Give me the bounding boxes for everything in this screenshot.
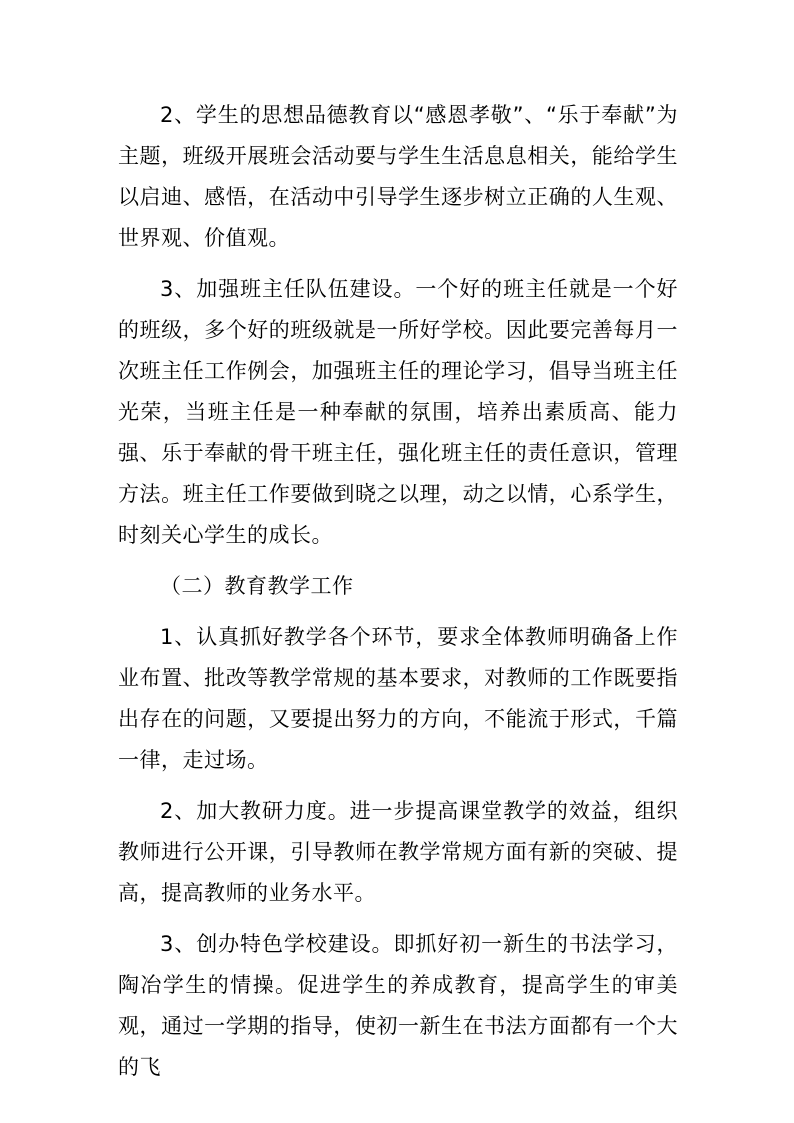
paragraph-head-teacher-team: 3、加强班主任队伍建设。一个好的班主任就是一个好的班级，多个好的班级就是一所好学校。因此要完善每月一次班主任工作例会，加强班主任的理论学习，倡导当班主任光荣，当班主任是一种奉献的氛围，培养出素质高、能力强、乐于奉献的骨干班主任，强化班主任的责任意识，管理方法。班主任工作要做到晓之以理，动之以情，心系学生，时刻关心学生的成长。 [118, 277, 678, 547]
document-body [118, 95, 678, 1098]
paragraph-special-school: 3、创办特色学校建设。即抓好初一新生的书法学习，陶冶学生的情操。促进学生的养成教育，提高学生的审美观，通过一学期的指导，使初一新生在书法方面都有一个大的飞 [118, 932, 678, 1079]
paragraph-teaching-steps: 1、认真抓好教学各个环节，要求全体教师明确备上作业布置、批改等教学常规的基本要求，对教师的工作既要指出存在的问题，又要提出努力的方向，不能流于形式，千篇一律，走过场。 [118, 625, 678, 772]
section-heading-teaching-work: （二）教育教学工作 [160, 574, 354, 598]
paragraph-moral-education: 2、学生的思想品德教育以“感恩孝敬”、“乐于奉献”为主题，班级开展班会活动要与学生生活息息相关，能给学生以启迪、感悟，在活动中引导学生逐步树立正确的人生观、世界观、价值观。 [118, 103, 678, 250]
paragraph-teaching-research: 2、加大教研力度。进一步提高课堂教学的效益，组织教师进行公开课，引导教师在教学常规方面有新的突破、提高，提高教师的业务水平。 [118, 799, 678, 905]
